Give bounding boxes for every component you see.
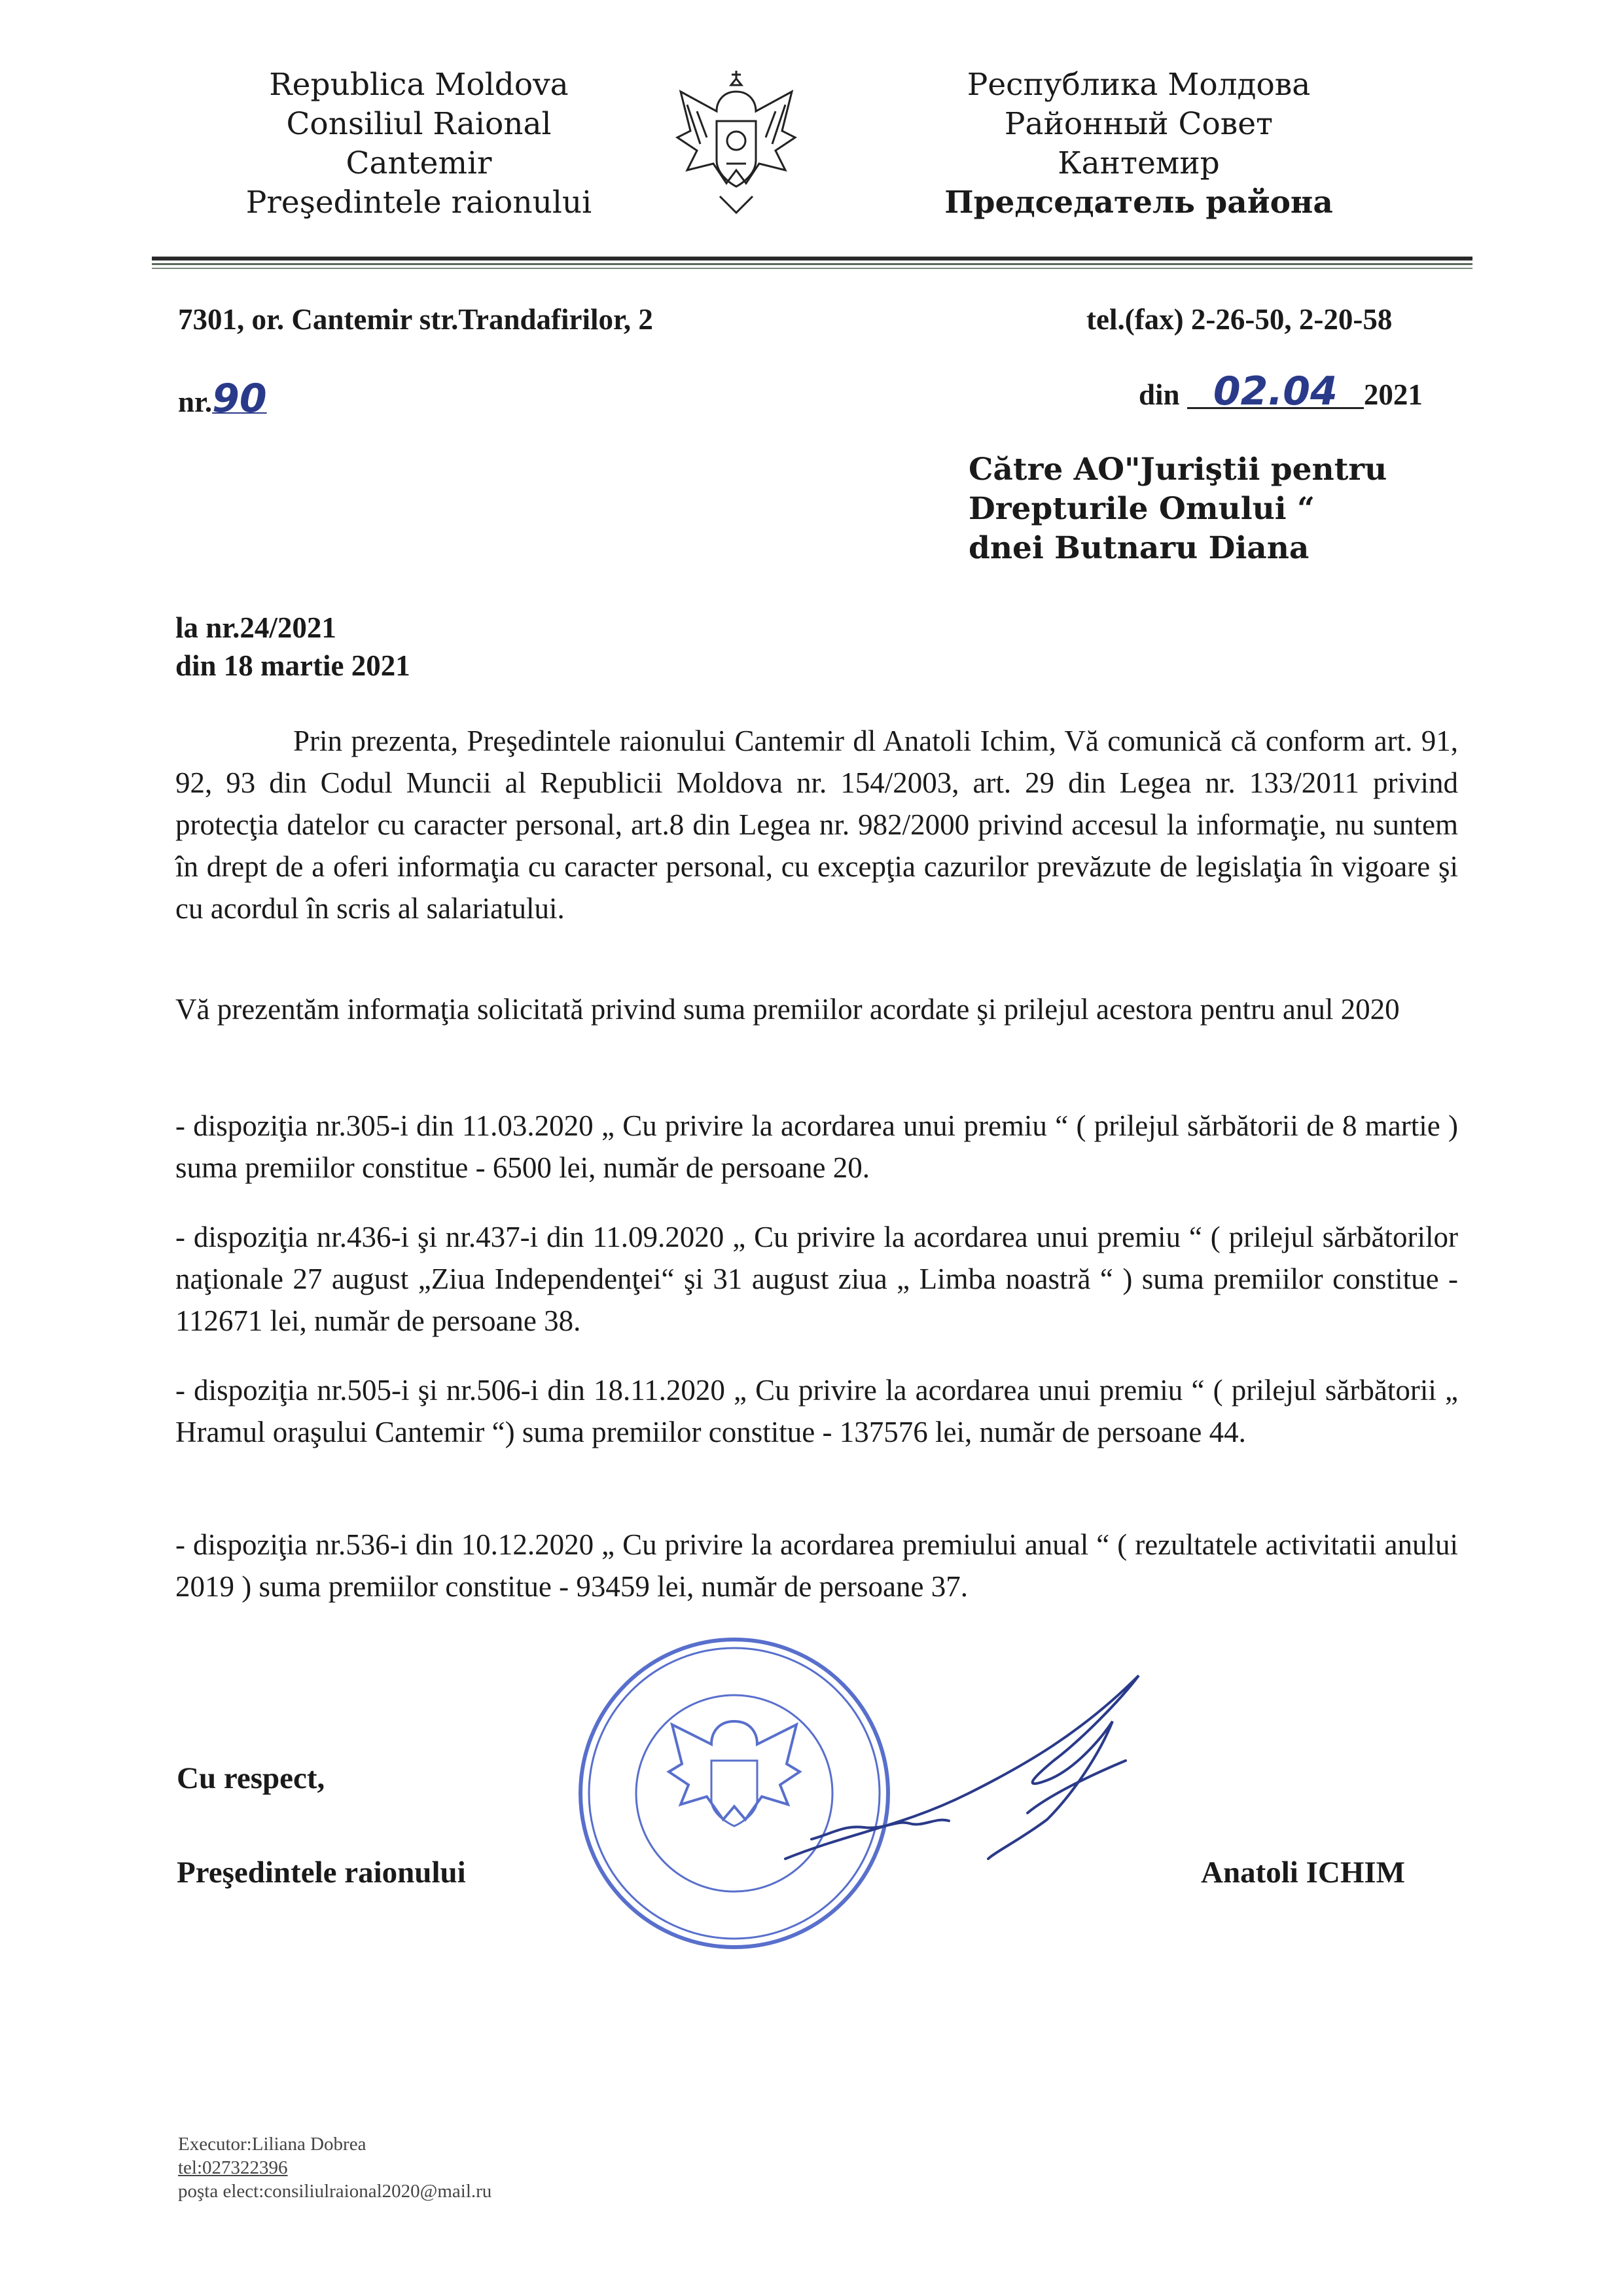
footer-tel: tel:027322396 [178,2157,288,2178]
reply-reference-number: la nr.24/2021 [175,611,336,644]
header-rule-thin [152,268,1472,269]
recipient-line-2: Drepturile Omului “ [969,491,1315,527]
header-left-line-2: Consiliul Raional [286,106,552,142]
header-left-line-3: Cantemir [346,145,492,181]
list-item: - dispoziţia nr.536-i din 10.12.2020 „ Cu privire la acordarea premiului anual “ ( rezultatele activitatii anului 2019 ) suma premiilor constitue - 93459 lei, număr de persoane 37. [175,1528,1458,1603]
header-right-line-2: Районный Совет [1004,106,1274,142]
body-lead-paragraph: Vă prezentăm informaţia solicitată privind suma premiilor acordate şi prilejul acestora pentru anul 2020 [175,993,1400,1026]
reply-reference [175,609,410,685]
header-left-line-4: Preşedintele raionului [245,185,592,221]
coat-of-arms-icon [661,65,812,223]
doc-number-value: 90 [212,376,267,422]
list-item: - dispoziţia nr.505-i şi nr.506-i din 18.11.2020 „ Cu privire la acordarea unui premiu “ ( prilejul sărbătorii „ Hramul oraşului Cantemir “) suma premiilor constitue - 137576 lei, număr de persoane 44. [175,1374,1458,1448]
closing-regards: Cu respect, [177,1761,325,1795]
list-item: - dispoziţia nr.305-i din 11.03.2020 „ Cu privire la acordarea unui premiu “ ( prilejul sărbătorii de 8 martie ) suma premiilor constitue - 6500 lei, număr de persoane 20. [175,1109,1458,1184]
footer-executor-block [178,2132,491,2203]
address: 7301, or. Cantemir str.Trandafirilor, 2 [178,303,653,336]
doc-date [1139,368,1423,414]
header-right-line-1: Республика Молдова [967,67,1311,103]
header-right-line-3: Кантемир [1058,145,1220,181]
header-right-line-4: Председатель района [944,185,1333,221]
recipient-line-1: Către AO"Juriştii pentru [969,452,1387,488]
list-item: - dispoziţia nr.436-i şi nr.437-i din 11.09.2020 „ Cu privire la acordarea unui premiu “ ( prilejul sărbătorilor naţionale 27 august „Ziua Independenţei“ şi 31 august ziua „ Limba noastră “ ) suma premiilor constitue - 112671 lei, număr de persoane 38. [175,1221,1458,1337]
doc-number [178,376,267,422]
doc-number-label: nr. [178,386,213,418]
recipient-block [969,450,1387,568]
doc-date-label: din [1139,378,1180,411]
header-rule-medium [152,263,1472,265]
telephone: tel.(fax) 2-26-50, 2-20-58 [1086,303,1393,336]
header-left-line-1: Republica Moldova [269,67,569,103]
header-right-block [929,65,1348,223]
doc-date-value: 02.04 [1187,376,1364,409]
footer-executor: Executor:Liliana Dobrea [178,2134,366,2155]
recipient-line-3: dnei Butnaru Diana [969,530,1310,566]
header-rule-thick [152,257,1472,260]
signatory-title: Preşedintele raionului [177,1856,466,1890]
footer-email: poşta elect:consiliulraional2020@mail.ru [178,2181,492,2202]
header-left-block [216,65,622,223]
signature-icon [772,1662,1165,1878]
body-intro-paragraph: Prin prezenta, Preşedintele raionului Cantemir dl Anatoli Ichim, Vă comunică că conform art. 91, 92, 93 din Codul Muncii al Republicii Moldova nr. 154/2003, art. 29 din Legea nr. 133/2011 privind protecţia datelor cu caracter personal, art.8 din Legea nr. 982/2000 privind accesul la informaţie, nu suntem în drept de a oferi informaţia cu caracter personal, cu excepţia cazurilor prevăzute de legislaţia în vigoare şi cu acordul în scris al salariatului. [175,725,1458,925]
doc-date-year: 2021 [1363,378,1423,411]
reply-reference-date: din 18 martie 2021 [175,649,410,682]
signatory-name: Anatoli ICHIM [1201,1856,1406,1890]
